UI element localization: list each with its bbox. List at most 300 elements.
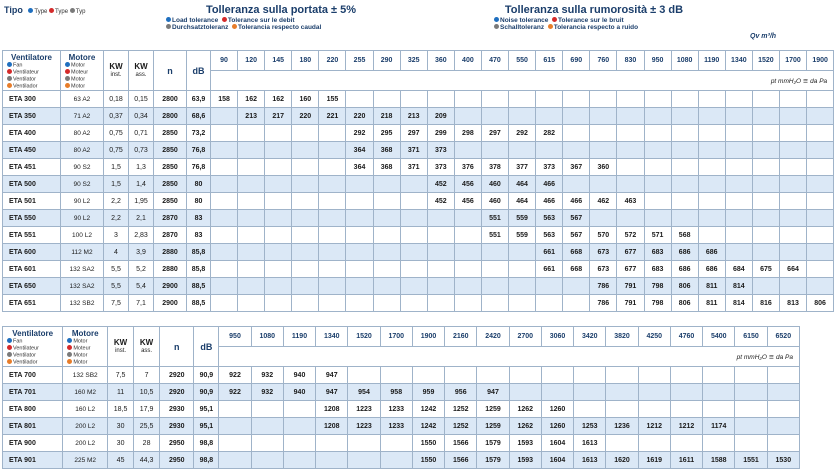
legend-line <box>7 359 62 366</box>
kw-ass-cell: 25,5 <box>134 418 160 435</box>
gray-dot-icon <box>166 24 171 29</box>
pressure-cell <box>211 295 238 312</box>
pressure-cell: 1550 <box>412 435 444 452</box>
blue-dot-icon <box>65 62 70 67</box>
fan-model-cell: ETA 800 <box>3 401 63 418</box>
fan-model-cell: ETA 450 <box>3 142 61 159</box>
kw-label: KW <box>109 61 123 71</box>
flow-header-cell: 4760 <box>670 327 702 347</box>
pressure-cell: 940 <box>283 367 315 384</box>
pressure-cell: 297 <box>481 125 508 142</box>
pressure-cell: 373 <box>536 159 563 176</box>
pressure-cell <box>671 125 698 142</box>
pressure-cell: 1619 <box>638 452 670 469</box>
pressure-cell: 806 <box>671 295 698 312</box>
pressure-cell <box>373 261 400 278</box>
pressure-cell: 1579 <box>477 435 509 452</box>
rpm-cell: 2900 <box>154 295 187 312</box>
pressure-cell <box>265 142 292 159</box>
motor-cell: 80 A2 <box>61 125 104 142</box>
pressure-cell <box>725 159 752 176</box>
kw-inst-header <box>104 51 129 91</box>
db-cell: 73,2 <box>187 125 211 142</box>
pressure-cell: 1208 <box>316 401 348 418</box>
pressure-cell: 462 <box>590 193 617 210</box>
pressure-cell: 559 <box>509 227 536 244</box>
kw-ass-cell: 0,34 <box>129 108 154 125</box>
kw-ass-cell: 10,5 <box>134 384 160 401</box>
pressure-cell: 1223 <box>348 401 380 418</box>
pressure-cell <box>671 91 698 108</box>
pressure-cell: 160 <box>292 91 319 108</box>
rpm-cell: 2920 <box>160 367 194 384</box>
pressure-cell: 668 <box>563 244 590 261</box>
motor-cell: 90 S2 <box>61 159 104 176</box>
fan-model-cell: ETA 300 <box>3 91 61 108</box>
pressure-cell: 1260 <box>541 418 573 435</box>
pressure-cell: 1242 <box>412 418 444 435</box>
pressure-cell: 456 <box>454 193 481 210</box>
pressure-cell: 813 <box>779 295 806 312</box>
flow-header-cell: 6150 <box>735 327 767 347</box>
pressure-cell <box>779 210 806 227</box>
flow-header-cell: 255 <box>346 51 373 71</box>
red-dot-icon <box>49 8 54 13</box>
motor-cell: 90 S2 <box>61 176 104 193</box>
pressure-cell <box>752 278 779 295</box>
db-cell: 83 <box>187 227 211 244</box>
rpm-cell: 2850 <box>154 159 187 176</box>
kw-inst-cell: 5,5 <box>104 261 129 278</box>
kw-inst-cell: 7,5 <box>108 367 134 384</box>
pressure-cell <box>211 159 238 176</box>
pressure-cell <box>725 108 752 125</box>
pressure-cell <box>536 278 563 295</box>
pressure-cell: 786 <box>590 295 617 312</box>
rpm-header: n <box>160 327 194 367</box>
pressure-cell <box>638 384 670 401</box>
pressure-cell <box>644 176 671 193</box>
tipo-label: Tipo Type Type Typ <box>4 5 86 15</box>
motor-legend <box>61 62 103 90</box>
pressure-cell <box>735 435 767 452</box>
pressure-cell <box>779 142 806 159</box>
pressure-cell <box>644 193 671 210</box>
table-row <box>3 91 834 108</box>
orange-dot-icon <box>548 24 553 29</box>
pressure-cell: 371 <box>400 142 427 159</box>
kw-ass-header <box>129 51 154 91</box>
pressure-cell: 551 <box>481 227 508 244</box>
legend-text: Moteur <box>73 345 91 352</box>
pressure-cell <box>481 261 508 278</box>
pressure-cell <box>319 193 346 210</box>
pressure-cell <box>725 244 752 261</box>
pressure-cell <box>380 367 412 384</box>
kw-ass-cell: 0,71 <box>129 125 154 142</box>
kw-inst-cell: 0,37 <box>104 108 129 125</box>
orange-dot-icon <box>232 24 237 29</box>
flow-header-cell: 5400 <box>703 327 735 347</box>
pressure-cell <box>346 295 373 312</box>
pressure-cell: 209 <box>427 108 454 125</box>
pressure-cell: 947 <box>477 384 509 401</box>
pressure-cell: 220 <box>346 108 373 125</box>
pressure-cell <box>400 295 427 312</box>
flow-header-cell: 325 <box>400 51 427 71</box>
pressure-cell <box>265 295 292 312</box>
pressure-cell <box>807 244 834 261</box>
legend-line <box>7 352 62 359</box>
rpm-cell: 2850 <box>154 142 187 159</box>
pressure-cell <box>767 384 799 401</box>
red-dot-icon <box>222 17 227 22</box>
legend-line <box>65 69 103 76</box>
pressure-cell <box>644 210 671 227</box>
kw-inst-cell: 4 <box>104 244 129 261</box>
pressure-cell <box>698 125 725 142</box>
pressure-cell <box>590 108 617 125</box>
legend-text: Fan <box>13 62 23 69</box>
pressure-cell <box>617 159 644 176</box>
motor-cell: 132 SB2 <box>63 367 108 384</box>
page-header <box>0 0 800 50</box>
pressure-cell <box>670 401 702 418</box>
pressure-cell <box>752 125 779 142</box>
fan-model-cell: ETA 601 <box>3 261 61 278</box>
pressure-cell: 683 <box>644 261 671 278</box>
pressure-cell: 466 <box>536 193 563 210</box>
pressure-cell <box>638 435 670 452</box>
motor-cell: 200 L2 <box>63 435 108 452</box>
pressure-cell <box>563 125 590 142</box>
pressure-cell <box>481 278 508 295</box>
fan-model-cell: ETA 600 <box>3 244 61 261</box>
pressure-cell <box>563 142 590 159</box>
gray-dot-icon <box>494 24 499 29</box>
flow-header-cell: 760 <box>590 51 617 71</box>
rpm-cell: 2930 <box>160 418 194 435</box>
pressure-cell <box>251 418 283 435</box>
flow-header-cell: 1190 <box>283 327 315 347</box>
pressure-cell: 811 <box>698 278 725 295</box>
pressure-cell <box>400 261 427 278</box>
pressure-cell <box>219 452 251 469</box>
flow-header-cell: 1700 <box>380 327 412 347</box>
pressure-cell <box>265 210 292 227</box>
rpm-cell: 2930 <box>160 401 194 418</box>
pressure-cell: 686 <box>698 261 725 278</box>
pressure-cell: 677 <box>617 261 644 278</box>
pressure-cell: 218 <box>373 108 400 125</box>
fan-model-cell: ETA 551 <box>3 227 61 244</box>
legend-text: Motor <box>73 359 88 366</box>
pressure-cell <box>644 125 671 142</box>
pressure-cell <box>265 159 292 176</box>
pressure-cell <box>606 401 638 418</box>
pressure-cell: 220 <box>292 108 319 125</box>
pressure-cell <box>319 295 346 312</box>
orange-dot-icon <box>7 359 12 364</box>
db-header: dB <box>187 51 211 91</box>
pressure-cell <box>509 261 536 278</box>
db-cell: 98,8 <box>194 452 219 469</box>
pressure-cell: 922 <box>219 384 251 401</box>
pressure-cell: 661 <box>536 244 563 261</box>
pressure-cell <box>427 244 454 261</box>
pressure-cell: 158 <box>211 91 238 108</box>
pressure-cell <box>671 193 698 210</box>
kw-ass-cell: 5,4 <box>129 278 154 295</box>
pressure-cell <box>735 418 767 435</box>
pressure-cell <box>400 91 427 108</box>
motor-header <box>63 327 108 367</box>
legend-text: Ventilateur <box>13 345 39 352</box>
motor-cell: 160 L2 <box>63 401 108 418</box>
legend-line <box>67 352 107 359</box>
pressure-cell <box>670 384 702 401</box>
fan-model-cell: ETA 651 <box>3 295 61 312</box>
pressure-cell <box>319 227 346 244</box>
pressure-cell: 364 <box>346 159 373 176</box>
motor-cell: 132 SA2 <box>61 278 104 295</box>
pressure-cell: 571 <box>644 227 671 244</box>
pressure-cell: 1566 <box>445 435 477 452</box>
pressure-cell <box>698 176 725 193</box>
pressure-cell: 567 <box>563 210 590 227</box>
pressure-cell: 1530 <box>767 452 799 469</box>
pressure-cell <box>752 142 779 159</box>
motor-cell: 90 L2 <box>61 193 104 210</box>
pressure-cell <box>752 176 779 193</box>
pressure-cell <box>563 91 590 108</box>
pressure-cell <box>725 227 752 244</box>
pressure-cell <box>346 210 373 227</box>
pressure-cell <box>606 435 638 452</box>
pressure-cell <box>316 435 348 452</box>
table-row <box>3 227 834 244</box>
table-row <box>3 159 834 176</box>
pressure-cell: 947 <box>316 384 348 401</box>
pressure-cell <box>767 367 799 384</box>
pressure-cell <box>671 108 698 125</box>
flow-header-cell: 1900 <box>412 327 444 347</box>
rpm-cell: 2870 <box>154 227 187 244</box>
table-row <box>3 244 834 261</box>
flow-header-row <box>3 327 800 347</box>
pressure-cell <box>509 142 536 159</box>
flow-header-cell: 470 <box>481 51 508 71</box>
pressure-cell <box>346 244 373 261</box>
kw-ass-cell: 7,1 <box>129 295 154 312</box>
legend-text: Motor <box>71 62 86 69</box>
pressure-cell <box>671 159 698 176</box>
fan-model-cell: ETA 501 <box>3 193 61 210</box>
gray-dot-icon <box>70 8 75 13</box>
pressure-cell <box>752 159 779 176</box>
pressure-cell: 1252 <box>445 418 477 435</box>
pressure-cell <box>265 227 292 244</box>
pressure-cell <box>400 193 427 210</box>
flow-header-cell: 1340 <box>316 327 348 347</box>
rpm-cell: 2950 <box>160 452 194 469</box>
pressure-cell <box>319 125 346 142</box>
gray-dot-icon <box>65 76 70 81</box>
pressure-cell: 1253 <box>574 418 606 435</box>
pressure-cell <box>509 295 536 312</box>
pressure-cell <box>427 278 454 295</box>
pressure-cell <box>454 108 481 125</box>
flow-tolerance-legend: Load tolerance Tolerance sur le debit Durchsatztoleranz Tolerancia respecto caudal <box>166 17 396 31</box>
red-dot-icon <box>65 69 70 74</box>
table-row <box>3 452 800 469</box>
pressure-cell: 563 <box>536 210 563 227</box>
flow-header-cell: 1340 <box>725 51 752 71</box>
motor-cell: 63 A2 <box>61 91 104 108</box>
pressure-cell <box>400 227 427 244</box>
pressure-cell <box>348 367 380 384</box>
pressure-cell: 786 <box>590 278 617 295</box>
pressure-cell <box>427 261 454 278</box>
pressure-cell: 675 <box>752 261 779 278</box>
flow-header-cell: 400 <box>454 51 481 71</box>
pressure-cell <box>725 91 752 108</box>
kw-label: KW <box>113 337 128 347</box>
pressure-cell: 816 <box>752 295 779 312</box>
pressure-cell <box>698 193 725 210</box>
pressure-cell <box>606 384 638 401</box>
pressure-cell <box>219 401 251 418</box>
fan-legend <box>3 62 60 90</box>
pressure-cell <box>373 210 400 227</box>
gray-dot-icon <box>7 352 12 357</box>
pressure-cell <box>752 244 779 261</box>
flow-header-cell: 1190 <box>698 51 725 71</box>
flow-header-cell: 3060 <box>541 327 573 347</box>
flow-header-cell: 180 <box>292 51 319 71</box>
table-row <box>3 367 800 384</box>
pressure-cell <box>807 193 834 210</box>
flow-tolerance-block <box>166 4 396 31</box>
table-row <box>3 435 800 452</box>
table-row <box>3 261 834 278</box>
pressure-unit-label: pt mmH₂O ≅ da Pa <box>219 347 800 367</box>
pressure-cell: 791 <box>617 278 644 295</box>
pressure-cell <box>779 176 806 193</box>
pressure-cell: 798 <box>644 278 671 295</box>
flow-header-cell: 120 <box>238 51 265 71</box>
legend-line <box>7 62 60 69</box>
motor-cell: 80 A2 <box>61 142 104 159</box>
pressure-cell <box>348 452 380 469</box>
pressure-cell <box>617 142 644 159</box>
flow-header-cell: 4250 <box>638 327 670 347</box>
pressure-cell <box>644 159 671 176</box>
flow-header-cell: 2700 <box>509 327 541 347</box>
pressure-cell <box>638 367 670 384</box>
pressure-cell: 213 <box>238 108 265 125</box>
pressure-cell <box>703 367 735 384</box>
pressure-cell <box>590 91 617 108</box>
pressure-cell <box>211 176 238 193</box>
pressure-cell <box>590 142 617 159</box>
pressure-cell <box>574 401 606 418</box>
pressure-cell <box>698 142 725 159</box>
rpm-cell: 2800 <box>154 108 187 125</box>
pressure-cell <box>807 159 834 176</box>
pressure-cell <box>807 142 834 159</box>
pressure-cell: 1236 <box>606 418 638 435</box>
pressure-cell <box>671 176 698 193</box>
qv-unit-label: Qv m³/h <box>750 33 777 40</box>
pressure-cell: 958 <box>380 384 412 401</box>
pressure-cell: 570 <box>590 227 617 244</box>
pressure-cell: 1259 <box>477 401 509 418</box>
pressure-cell <box>644 108 671 125</box>
kw-inst-cell: 2,2 <box>104 193 129 210</box>
pressure-cell: 1233 <box>380 418 412 435</box>
pressure-cell: 673 <box>590 244 617 261</box>
table-row <box>3 295 834 312</box>
pressure-cell <box>265 176 292 193</box>
pressure-cell <box>427 91 454 108</box>
rpm-cell: 2850 <box>154 193 187 210</box>
kw-ass-cell: 5,2 <box>129 261 154 278</box>
pressure-cell <box>752 91 779 108</box>
flow-header-cell: 290 <box>373 51 400 71</box>
pressure-cell: 1551 <box>735 452 767 469</box>
pressure-cell: 1262 <box>509 401 541 418</box>
pressure-cell <box>698 210 725 227</box>
pressure-cell: 360 <box>590 159 617 176</box>
legend-text: Ventilateur <box>13 69 39 76</box>
pressure-cell <box>807 210 834 227</box>
pressure-cell <box>509 384 541 401</box>
pressure-cell: 1588 <box>703 452 735 469</box>
pressure-cell <box>509 244 536 261</box>
pressure-cell: 686 <box>698 244 725 261</box>
kw-inst-cell: 30 <box>108 435 134 452</box>
pressure-cell <box>292 176 319 193</box>
pressure-cell: 572 <box>617 227 644 244</box>
motor-legend <box>63 338 107 366</box>
table-row <box>3 418 800 435</box>
pressure-cell: 791 <box>617 295 644 312</box>
pressure-cell <box>319 261 346 278</box>
pressure-cell <box>725 125 752 142</box>
legend-line <box>67 359 107 366</box>
kw-ass-sub: ass. <box>135 71 147 78</box>
pressure-cell: 1604 <box>541 452 573 469</box>
rpm-cell: 2950 <box>160 435 194 452</box>
kw-label: KW <box>134 61 148 71</box>
pressure-cell <box>807 176 834 193</box>
orange-dot-icon <box>65 83 70 88</box>
pressure-cell <box>251 435 283 452</box>
kw-inst-cell: 3 <box>104 227 129 244</box>
pressure-cell <box>454 142 481 159</box>
pressure-cell: 364 <box>346 142 373 159</box>
legend-text: Motor <box>73 338 88 345</box>
pressure-cell: 464 <box>509 193 536 210</box>
kw-ass-cell: 0,15 <box>129 91 154 108</box>
red-dot-icon <box>67 345 72 350</box>
pressure-cell <box>211 193 238 210</box>
pressure-cell: 367 <box>563 159 590 176</box>
pressure-cell <box>779 91 806 108</box>
gray-dot-icon <box>67 352 72 357</box>
pressure-cell <box>670 367 702 384</box>
